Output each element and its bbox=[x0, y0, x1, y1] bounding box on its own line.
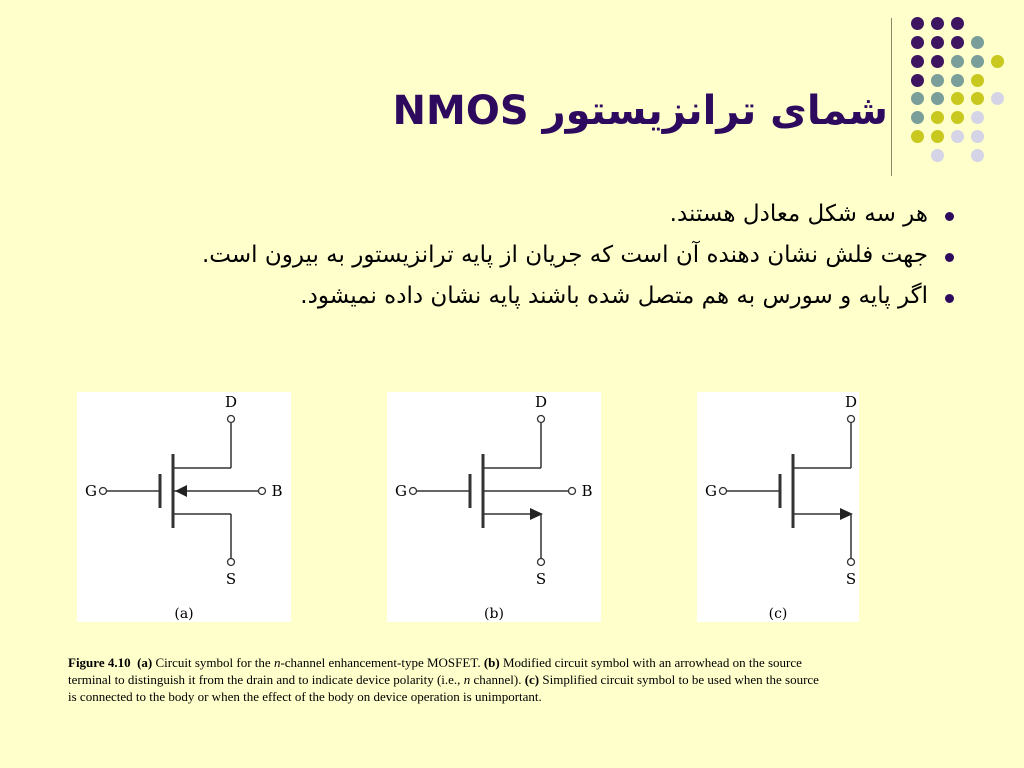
dot bbox=[951, 74, 964, 87]
body-arrow-icon bbox=[175, 485, 187, 497]
figure-caption bbox=[68, 654, 828, 705]
dot bbox=[931, 74, 944, 87]
dot bbox=[931, 17, 944, 30]
source-label: S bbox=[225, 570, 237, 588]
gate-label: G bbox=[85, 482, 97, 500]
bullet-text: اگر پایه و سورس به هم متصل شده باشند پایه نشان داده نمیشود. bbox=[300, 283, 928, 309]
caption-b-label: (b) bbox=[483, 655, 500, 670]
body-label: B bbox=[581, 482, 593, 500]
dot bbox=[911, 111, 924, 124]
dot bbox=[931, 92, 944, 105]
dot bbox=[931, 36, 944, 49]
dot bbox=[931, 55, 944, 68]
dot bbox=[991, 92, 1004, 105]
source-terminal bbox=[538, 559, 545, 566]
nmos-symbol-a bbox=[77, 392, 291, 622]
dot bbox=[931, 111, 944, 124]
gate-terminal bbox=[410, 488, 417, 495]
gate-terminal bbox=[100, 488, 107, 495]
bullet-list bbox=[90, 196, 954, 319]
nmos-symbol-c bbox=[697, 392, 859, 622]
gate-label: G bbox=[705, 482, 717, 500]
figure-label: (a) bbox=[174, 606, 194, 622]
dot bbox=[951, 17, 964, 30]
dot bbox=[971, 36, 984, 49]
dot bbox=[911, 92, 924, 105]
dot bbox=[911, 74, 924, 87]
caption-c-text: Simplified circuit symbol to be used when the source is connected to the body or when the effect of the body on device operation is unimportant. bbox=[68, 672, 819, 704]
caption-c-label: (c) bbox=[524, 672, 540, 687]
dot bbox=[971, 55, 984, 68]
dot bbox=[911, 130, 924, 143]
dot bbox=[951, 130, 964, 143]
drain-terminal bbox=[848, 416, 855, 423]
caption-b-text: Modified circuit symbol with an arrowhead on the source terminal to distinguish it from the drain and to indicate device polarity (i.e., bbox=[68, 655, 802, 687]
caption-b-text-2: channel). bbox=[470, 672, 525, 687]
source-label: S bbox=[845, 570, 857, 588]
figure-b-panel bbox=[387, 392, 601, 622]
body-terminal bbox=[569, 488, 576, 495]
gate-terminal bbox=[720, 488, 727, 495]
bullet-text: جهت فلش نشان دهنده آن است که جریان از پایه ترانزیستور به بیرون است. bbox=[201, 242, 928, 268]
bullet-text: هر سه شکل معادل هستند. bbox=[669, 201, 928, 227]
drain-label: D bbox=[844, 393, 858, 411]
dot bbox=[951, 55, 964, 68]
figure-c-panel bbox=[697, 392, 859, 622]
caption-a-text: Circuit symbol for the bbox=[152, 655, 274, 670]
dot bbox=[931, 130, 944, 143]
dot bbox=[971, 74, 984, 87]
dot bbox=[911, 36, 924, 49]
body-terminal bbox=[259, 488, 266, 495]
bullet-item bbox=[90, 196, 954, 233]
body-label: B bbox=[271, 482, 283, 500]
caption-a-italic: n bbox=[273, 655, 281, 670]
source-label: S bbox=[535, 570, 547, 588]
bullet-item bbox=[90, 237, 954, 274]
source-terminal bbox=[848, 559, 855, 566]
dot bbox=[911, 17, 924, 30]
dot bbox=[951, 36, 964, 49]
slide-title: شمای ترانزیستور NMOS bbox=[392, 88, 888, 134]
bullet-item bbox=[90, 278, 954, 315]
dot bbox=[971, 130, 984, 143]
title-divider-line bbox=[891, 18, 892, 176]
nmos-symbol-b bbox=[387, 392, 601, 622]
bullet-dot-icon bbox=[945, 253, 954, 262]
drain-label: D bbox=[224, 393, 238, 411]
caption-a-label: (a) bbox=[137, 655, 153, 670]
source-terminal bbox=[228, 559, 235, 566]
gate-label: G bbox=[395, 482, 407, 500]
dot bbox=[991, 55, 1004, 68]
dot bbox=[951, 111, 964, 124]
figure-a-panel bbox=[77, 392, 291, 622]
dot bbox=[951, 92, 964, 105]
bullet-dot-icon bbox=[945, 294, 954, 303]
drain-terminal bbox=[538, 416, 545, 423]
dot bbox=[931, 149, 944, 162]
dot bbox=[971, 92, 984, 105]
caption-figure-label: Figure 4.10 bbox=[68, 655, 131, 670]
dot bbox=[971, 149, 984, 162]
figure-label: (c) bbox=[768, 606, 788, 622]
caption-a-text-2: -channel enhancement-type MOSFET. bbox=[280, 655, 484, 670]
dot bbox=[911, 55, 924, 68]
drain-label: D bbox=[534, 393, 548, 411]
caption-b-italic: n bbox=[463, 672, 471, 687]
bullet-dot-icon bbox=[945, 212, 954, 221]
drain-terminal bbox=[228, 416, 235, 423]
dot bbox=[971, 111, 984, 124]
figure-label: (b) bbox=[484, 606, 504, 622]
